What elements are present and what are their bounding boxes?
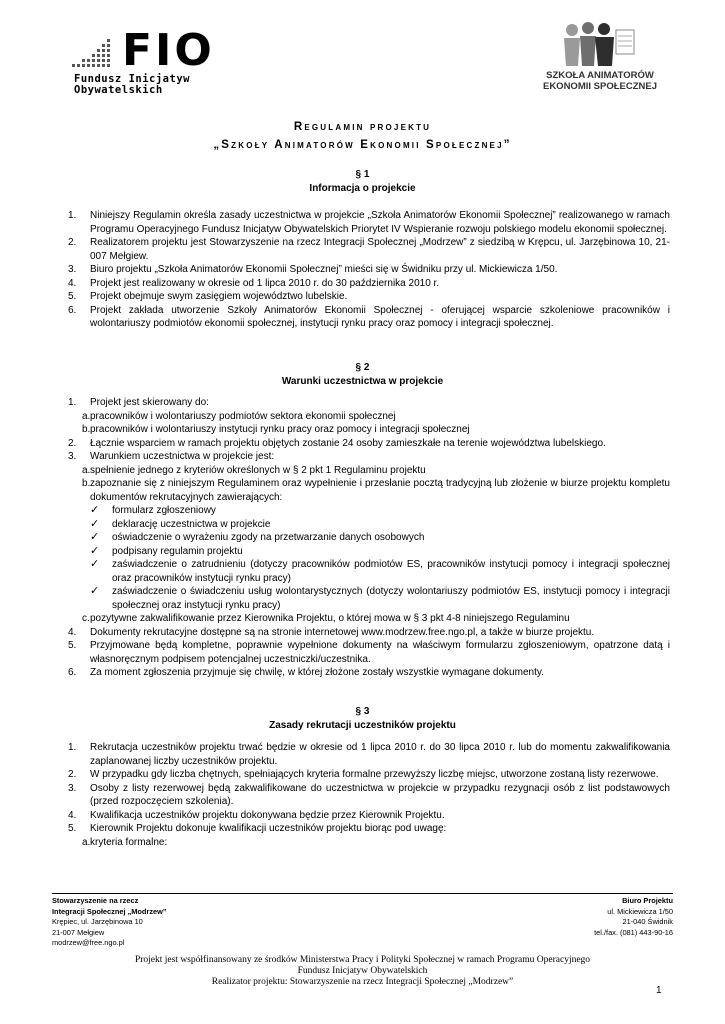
item-letter: b.: [82, 424, 91, 435]
item-letter: a.: [82, 836, 91, 848]
footer-note-line1: Projekt jest współfinansowany ze środków Ministerstwa Pracy i Polityki Społecznej w ramach Programu Operacyjnego: [134, 955, 591, 965]
list-item: [52, 290, 670, 304]
item-number: 4.: [68, 277, 77, 289]
item-number: 5.: [68, 823, 77, 834]
item-letter: a.: [82, 464, 91, 476]
item-text: Kierownik Projektu dokonuje kwalifikacji uczestników projektu biorąc pod uwagę:: [90, 823, 447, 834]
item-text: Za moment zgłoszenia przyjmuje się chwilę, w której złożone zostały wszystkie wymagane dokumenty.: [90, 667, 544, 678]
checkmark-icon: ✓: [90, 585, 100, 597]
item-text: Biuro projektu „Szkoła Animatorów Ekonomii Społecznej” mieści się w Świdniku przy ul. Mickiewicza 1/50.: [90, 264, 558, 275]
section-2-number: § 2: [355, 362, 370, 373]
page-number: 1: [656, 985, 662, 996]
checklist-item: [52, 531, 670, 545]
item-number: 3.: [68, 451, 77, 462]
item-text: zaświadczenie o świadczeniu usług wolontarystycznych (dotyczy wolontariuszy podmiotów ES, instytucji pomocy i integracji społecznej oraz instytucji rynku pracy): [112, 586, 670, 611]
footer-org-name-2: Integracji Społecznej „Modrzew”: [52, 906, 167, 916]
item-text: Projekt jest skierowany do:: [90, 397, 209, 408]
sae-line2: EKONOMII SPOŁECZNEJ: [542, 81, 657, 92]
item-number: 4.: [68, 809, 77, 821]
list-subitem: [52, 464, 670, 478]
list-item: [52, 666, 670, 680]
item-text: formularz zgłoszeniowy: [112, 505, 216, 516]
item-number: 6.: [68, 667, 77, 678]
footer-divider: [52, 893, 673, 894]
checklist-item: [52, 518, 670, 532]
item-text: Projekt jest realizowany w okresie od 1 lipca 2010 r. do 30 października 2010 r.: [90, 277, 440, 289]
checklist-item: [52, 558, 670, 585]
section-1-list: [52, 209, 670, 331]
list-item: [52, 277, 670, 291]
checklist-item: [52, 504, 670, 518]
item-text: Łącznie wsparciem w ramach projektu objętych zostanie 24 osoby zamieszkałe na terenie województwa lubelskiego.: [90, 437, 606, 449]
sae-logo-text: [536, 70, 664, 92]
item-text: Osoby z listy rezerwowej będą zakwalifikowane do uczestnictwa w projekcie w przypadku rezygnacji osób z list podstawowych (przed rozpoczęciem szkolenia).: [90, 782, 670, 807]
list-subitem: [52, 423, 670, 437]
footer-funding-note: [0, 955, 725, 988]
footer-org-name-1: Stowarzyszenie na rzecz: [52, 896, 139, 905]
fio-subtitle-line2: Obywatelskich: [74, 84, 163, 96]
footer-left-address: [52, 896, 167, 949]
footer-office-street: ul. Mickiewicza 1/50: [607, 906, 673, 916]
item-number: 2.: [68, 237, 77, 248]
list-item: [52, 768, 670, 782]
list-item: [52, 639, 670, 666]
section-3-number: § 3: [355, 706, 370, 717]
list-item: [52, 741, 670, 768]
footer-office-phone: tel./fax. (081) 443-90-16: [594, 927, 673, 937]
item-text: pozytywne zakwalifikowanie przez Kierownika Projektu, o której mowa w § 3 pkt 4-8 niniejszego Regulaminu: [90, 613, 570, 624]
item-text: Realizatorem projektu jest Stowarzyszenie na rzecz Integracji Społecznej „Modrzew” z siedzibą w Krępcu, ul. Jarzębinowa 10, 21-007 Mełgiew.: [90, 237, 670, 262]
list-item: [52, 809, 670, 823]
checklist-item: [52, 545, 670, 559]
list-subitem: [52, 612, 670, 626]
item-text: zapoznanie się z niniejszym Regulaminem oraz wypełnienie i przesłanie pocztą tradycyjną lub złożenie w biurze projektu kompletu dokumentów rekrutacyjnych zawierających:: [90, 478, 670, 503]
section-1-number: § 1: [355, 169, 370, 180]
section-3-list: [52, 741, 670, 849]
footer-email: modrzew@free.ngo.pl: [52, 938, 125, 947]
footer-office-city: 21-040 Świdnik: [622, 917, 673, 926]
fio-logo: [72, 25, 215, 100]
item-text: Rekrutacja uczestników projektu trwać będzie w okresie od 1 lipca 2010 r. do 30 lipca 2010 r. lub do momentu zakwalifikowania zaplanowanej liczby uczestników projektu.: [90, 742, 670, 767]
footer-note-line3: Realizator projektu: Stowarzyszenie na rzecz Integracji Społecznej „Modrzew”: [211, 977, 514, 987]
section-1-title: Informacja o projekcie: [309, 183, 416, 194]
item-text: podpisany regulamin projektu: [112, 545, 243, 557]
item-number: 1.: [68, 210, 77, 221]
item-text: Kwalifikacja uczestników projektu dokonywana będzie przez Kierownik Projektu.: [90, 809, 445, 821]
people-figures-graphic: [558, 22, 638, 68]
fio-subtitle-line1: Fundusz Inicjatyw: [74, 73, 190, 85]
item-letter: b.: [82, 478, 91, 489]
list-item: [52, 822, 670, 836]
fio-subtitle: [74, 74, 190, 96]
list-item: [52, 396, 670, 410]
list-item: [52, 450, 670, 464]
item-number: 2.: [68, 437, 77, 449]
checkmark-icon: ✓: [90, 531, 100, 543]
document-subtitle: „Szkoły Animatorów Ekonomii Społecznej”: [213, 139, 512, 151]
list-item: [52, 437, 670, 451]
footer-office-label: Biuro Projektu: [622, 896, 673, 905]
item-number: 2.: [68, 769, 77, 780]
item-number: 5.: [68, 291, 77, 302]
list-subitem: [52, 410, 670, 424]
item-text: zaświadczenie o zatrudnieniu (dotyczy pracowników podmiotów ES, pracowników instytucji pomocy i integracji społecznej oraz pracowników instytucji rynku pracy): [112, 559, 670, 584]
item-text: Przyjmowane będą kompletne, poprawnie wypełnione dokumenty na właściwym formularzu zgłoszeniowym, opatrzone datą i własnoręcznym podpisem potencjalnej uczestniczki/uczestnika.: [90, 640, 670, 665]
section-2-list: [52, 396, 670, 680]
item-text: Projekt obejmuje swym zasięgiem województwo lubelskie.: [90, 291, 348, 302]
item-text: pracowników i wolontariuszy instytucji rynku pracy oraz pomocy i integracji społecznej: [90, 424, 470, 435]
item-text: Niniejszy Regulamin określa zasady uczestnictwa w projekcie „Szkoła Animatorów Ekonomii Społecznej” realizowanego w ramach Programu Operacyjnego Fundusz Inicjatyw Obywatelskich Priorytet IV Wspieranie rozwoju polskiego modelu ekonomii społecznej.: [90, 210, 670, 235]
item-number: 4.: [68, 626, 77, 638]
sae-logo: [536, 22, 664, 96]
section-3-title: Zasady rekrutacji uczestników projektu: [269, 720, 456, 731]
footer-right-office: [594, 896, 673, 938]
checklist-item: [52, 585, 670, 612]
item-text: spełnienie jednego z kryteriów określonych w § 2 pkt 1 Regulaminu projektu: [90, 464, 426, 476]
item-text: Projekt zakłada utworzenie Szkoły Animatorów Ekonomii Społecznej - oferującej wsparcie szkoleniowe pracowników i wolontariuszy podmiotów ekonomii społecznej, instytucji rynku pracy oraz pomocy i integracji społecznej.: [90, 304, 670, 329]
item-number: 5.: [68, 640, 77, 651]
list-item: [52, 209, 670, 236]
list-item: [52, 782, 670, 809]
item-text: oświadczenie o wyrażeniu zgody na przetwarzanie danych osobowych: [112, 532, 425, 543]
item-text: W przypadku gdy liczba chętnych, spełniających kryteria formalne przewyższy liczbę miejsc, utworzone zostaną listy rezerwowe.: [90, 769, 659, 780]
list-subitem: [52, 477, 670, 504]
item-number: 1.: [68, 742, 77, 753]
item-number: 3.: [68, 264, 77, 275]
fio-wordmark: FIO: [122, 25, 215, 76]
section-2-title: Warunki uczestnictwa w projekcie: [281, 376, 444, 387]
checkmark-icon: ✓: [90, 504, 100, 516]
list-item: [52, 304, 670, 331]
footer-street: Krępiec, ul. Jarzębinowa 10: [52, 917, 143, 926]
item-letter: a.: [82, 410, 91, 422]
fio-dots-graphic: [72, 38, 118, 70]
footer-city: 21-007 Mełgiew: [52, 927, 105, 937]
checkmark-icon: ✓: [90, 558, 100, 570]
list-subitem: [52, 836, 670, 850]
item-text: Warunkiem uczestnictwa w projekcie jest:: [90, 451, 275, 462]
item-text: deklarację uczestnictwa w projekcie: [112, 518, 271, 530]
footer-note-line2: Fundusz Inicjatyw Obywatelskich: [297, 966, 428, 976]
item-letter: c.: [82, 613, 90, 624]
item-number: 6.: [68, 304, 77, 316]
item-number: 1.: [68, 397, 77, 408]
item-text: pracowników i wolontariuszy podmiotów sektora ekonomii społecznej: [90, 410, 396, 422]
sae-line1: SZKOŁA ANIMATORÓW: [546, 70, 654, 81]
document-title: Regulamin projektu: [293, 121, 432, 133]
item-text: Dokumenty rekrutacyjne dostępne są na stronie internetowej www.modrzew.free.ngo.pl, a także w biurze projektu.: [90, 626, 595, 638]
list-item: [52, 236, 670, 263]
item-text: kryteria formalne:: [90, 836, 168, 848]
item-number: 3.: [68, 782, 77, 794]
checkmark-icon: ✓: [90, 517, 100, 530]
list-item: [52, 626, 670, 640]
list-item: [52, 263, 670, 277]
checkmark-icon: ✓: [90, 544, 100, 557]
